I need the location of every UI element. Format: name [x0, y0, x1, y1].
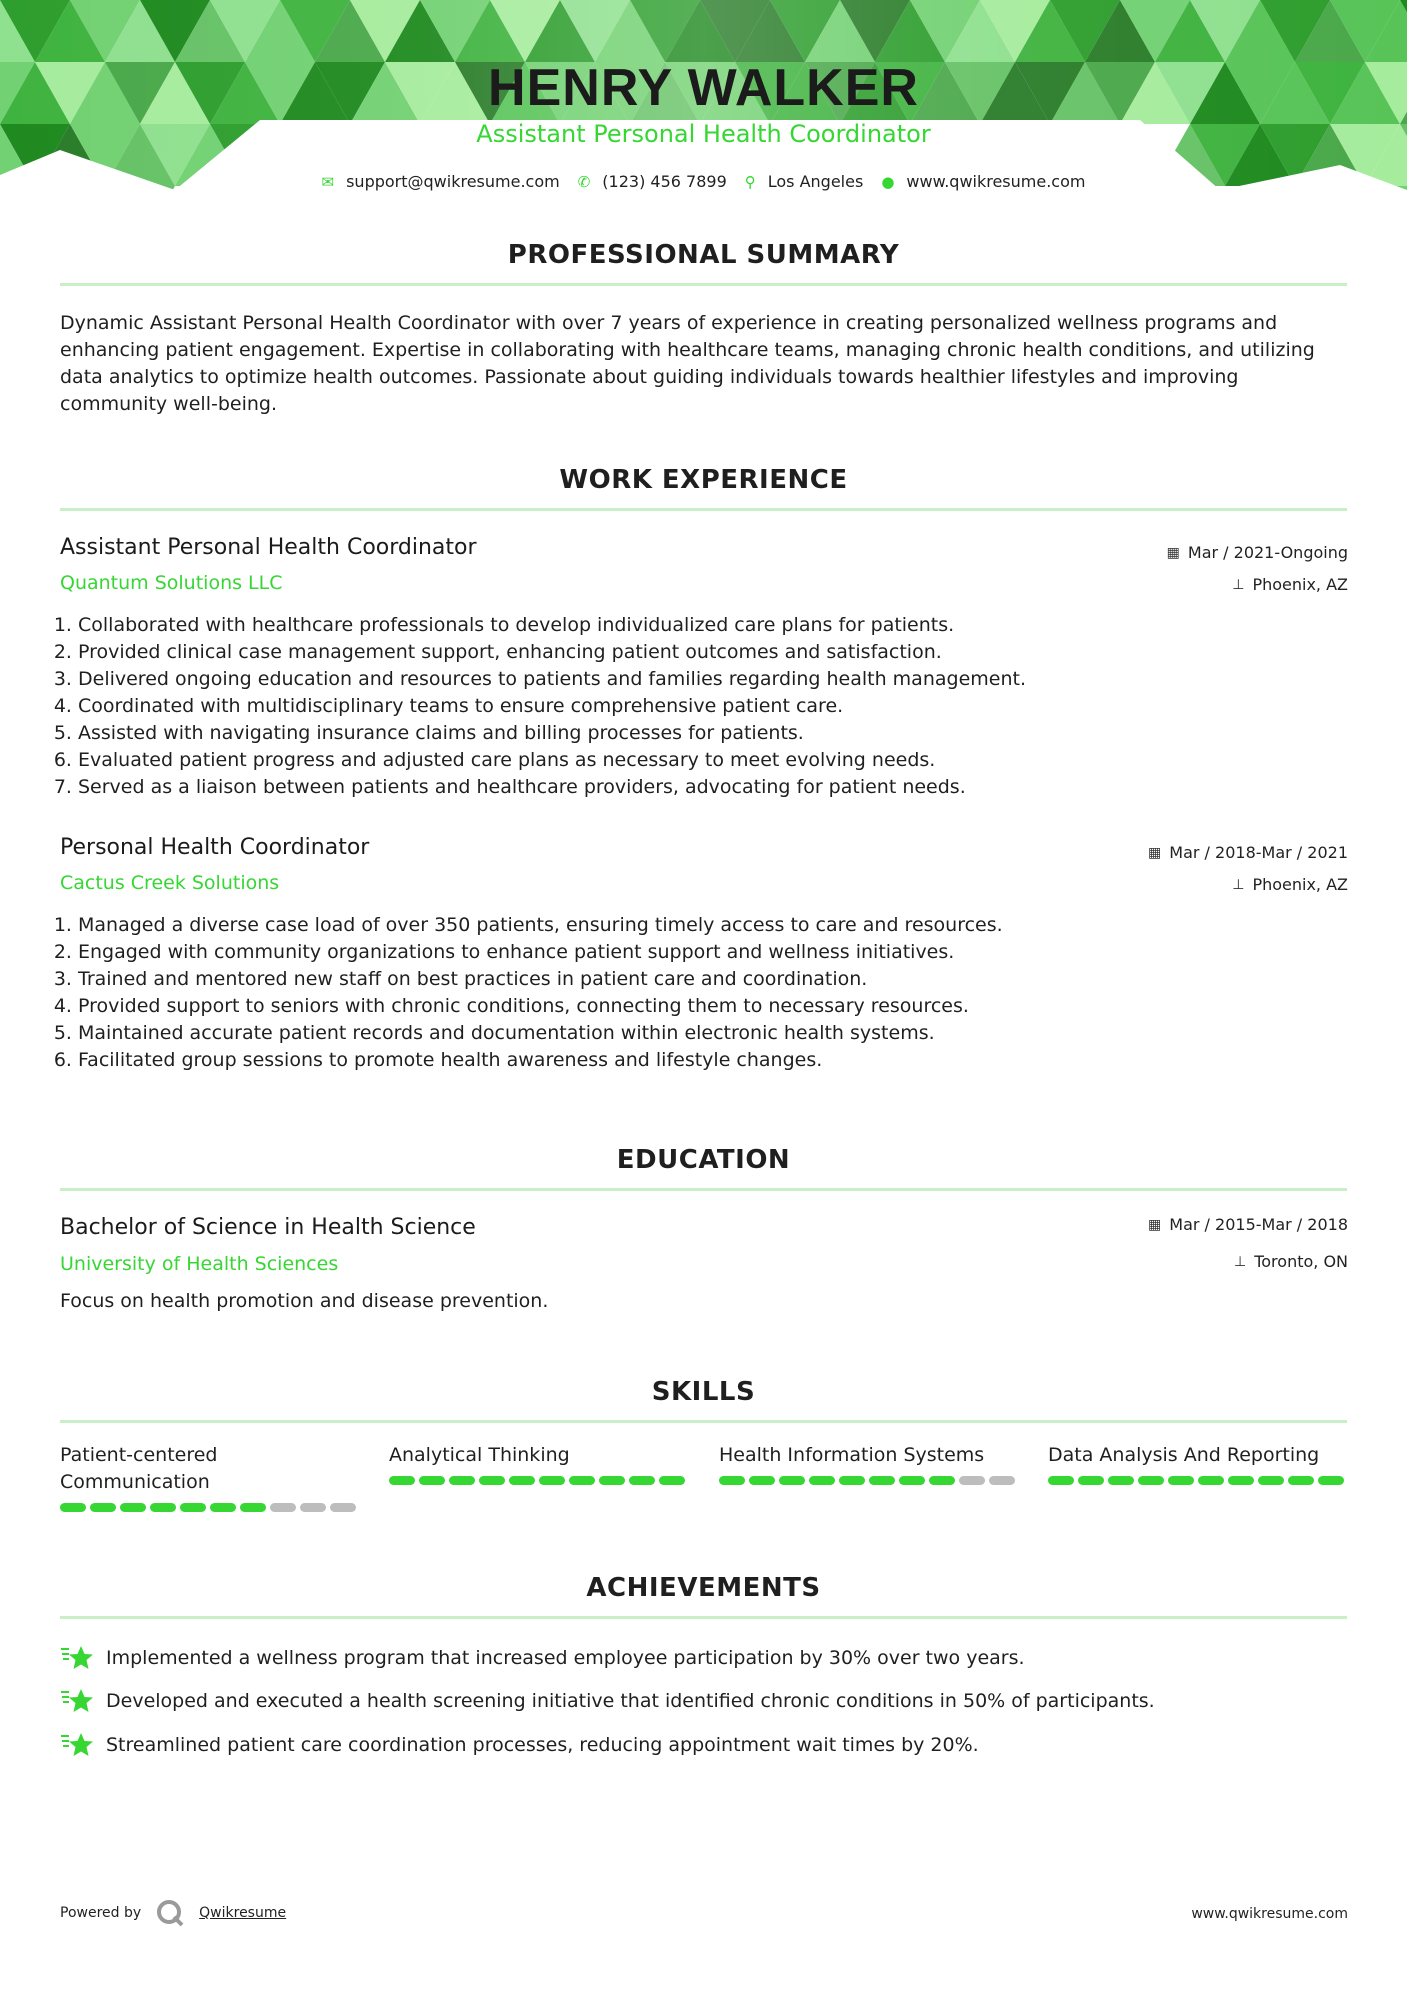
skill-segment	[1318, 1476, 1344, 1485]
contact-location: ⚲ Los Angeles	[744, 172, 864, 191]
skill-segment	[150, 1503, 176, 1512]
skills-divider	[60, 1420, 1347, 1423]
skill-label: Health Information Systems	[719, 1444, 985, 1466]
skill-segment	[809, 1476, 835, 1485]
skill-item	[1048, 1442, 1348, 1485]
achievements-divider	[60, 1616, 1347, 1619]
skill-meter	[1048, 1476, 1348, 1485]
skill-segment	[569, 1476, 595, 1485]
skill-segment	[419, 1476, 445, 1485]
education-divider	[60, 1188, 1347, 1191]
candidate-role: Assistant Personal Health Coordinator	[476, 120, 931, 148]
skills-heading: SKILLS	[651, 1377, 756, 1407]
summary-divider	[60, 283, 1347, 286]
degree-title: Bachelor of Science in Health Science	[60, 1215, 476, 1240]
skill-segment	[120, 1503, 146, 1512]
list-item: 6. Evaluated patient progress and adjusted care plans as necessary to meet evolving needs.	[78, 747, 1026, 774]
skill-segment	[1228, 1476, 1254, 1485]
map-marker-icon: ⚲	[744, 172, 756, 191]
achievement-item: Developed and executed a health screening initiative that identified chronic conditions in 50% of participants.	[60, 1686, 1155, 1716]
list-item: 2. Provided clinical case management support, enhancing patient outcomes and satisfaction.	[78, 639, 1026, 666]
skill-item	[60, 1442, 360, 1512]
skill-meter	[719, 1476, 1019, 1485]
list-item: 4. Provided support to seniors with chronic conditions, connecting them to necessary resources.	[78, 993, 1003, 1020]
list-item: 1. Managed a diverse case load of over 350 patients, ensuring timely access to care and resources.	[78, 912, 1003, 939]
job-date: ▦ Mar / 2018-Mar / 2021	[1148, 843, 1348, 862]
qwikresume-link[interactable]: Qwikresume	[199, 1905, 287, 1921]
achievement-item: Streamlined patient care coordination processes, reducing appointment wait times by 20%.	[60, 1730, 979, 1760]
skill-segment	[389, 1476, 415, 1485]
skill-segment	[839, 1476, 865, 1485]
envelope-icon: ✉	[321, 172, 335, 191]
skill-segment	[719, 1476, 745, 1485]
education-date: ▦ Mar / 2015-Mar / 2018	[1148, 1215, 1348, 1234]
skill-segment	[330, 1503, 356, 1512]
list-item: 5. Maintained accurate patient records and documentation within electronic health systems.	[78, 1020, 1003, 1047]
skill-segment	[1048, 1476, 1074, 1485]
job-company: Quantum Solutions LLC	[60, 572, 283, 594]
footer-url[interactable]: www.qwikresume.com	[1191, 1906, 1348, 1922]
skill-segment	[60, 1503, 86, 1512]
contact-website[interactable]: ● www.qwikresume.com	[881, 172, 1086, 191]
skill-segment	[270, 1503, 296, 1512]
calendar-icon: ▦	[1148, 1216, 1162, 1233]
skill-segment	[1078, 1476, 1104, 1485]
job-date: ▦ Mar / 2021-Ongoing	[1166, 543, 1348, 562]
education-note: Focus on health promotion and disease prevention.	[60, 1290, 549, 1312]
school-name: University of Health Sciences	[60, 1253, 339, 1275]
pin-icon: ⊥	[1232, 576, 1245, 593]
list-item: 7. Served as a liaison between patients and healthcare providers, advocating for patient needs.	[78, 774, 1026, 801]
star-icon	[60, 1730, 94, 1760]
skill-segment	[539, 1476, 565, 1485]
skill-segment	[449, 1476, 475, 1485]
job-company: Cactus Creek Solutions	[60, 872, 280, 894]
skill-meter	[389, 1476, 689, 1485]
skill-segment	[629, 1476, 655, 1485]
skill-segment	[479, 1476, 505, 1485]
skill-segment	[90, 1503, 116, 1512]
skill-segment	[959, 1476, 985, 1485]
skill-segment	[659, 1476, 685, 1485]
summary-text: Dynamic Assistant Personal Health Coordinator with over 7 years of experience in creating personalized wellness programs and enhancing patient engagement. Expertise in collaborating with healthcare teams, managing chronic health conditions, and utilizing data analytics to optimize health outcomes. Passionate about guiding individuals towards healthier lifestyles and improving community well-being.	[60, 312, 1315, 415]
calendar-icon: ▦	[1148, 844, 1162, 861]
contact-bar	[0, 172, 1407, 191]
contact-email[interactable]: ✉ support@qwikresume.com	[321, 172, 560, 191]
achievements-heading: ACHIEVEMENTS	[586, 1573, 821, 1603]
skill-item	[389, 1442, 689, 1485]
achievement-item: Implemented a wellness program that increased employee participation by 30% over two years.	[60, 1643, 1025, 1673]
candidate-name: HENRY WALKER	[488, 59, 919, 117]
skill-segment	[869, 1476, 895, 1485]
education-heading: EDUCATION	[616, 1145, 791, 1175]
skill-segment	[899, 1476, 925, 1485]
experience-heading: WORK EXPERIENCE	[559, 465, 848, 495]
skill-segment	[240, 1503, 266, 1512]
pin-icon: ⊥	[1234, 1253, 1247, 1270]
job-location: ⊥ Phoenix, AZ	[1232, 575, 1348, 594]
skill-segment	[749, 1476, 775, 1485]
skill-segment	[1288, 1476, 1314, 1485]
list-item: 2. Engaged with community organizations to enhance patient support and wellness initiatives.	[78, 939, 1003, 966]
skill-segment	[1108, 1476, 1134, 1485]
list-item: 5. Assisted with navigating insurance claims and billing processes for patients.	[78, 720, 1026, 747]
qwikresume-logo-icon	[155, 1898, 185, 1928]
skill-segment	[1138, 1476, 1164, 1485]
skill-item	[719, 1442, 1019, 1485]
skill-segment	[210, 1503, 236, 1512]
phone-icon: ✆	[577, 172, 591, 191]
skill-segment	[989, 1476, 1015, 1485]
skill-segment	[929, 1476, 955, 1485]
list-item: 6. Facilitated group sessions to promote health awareness and lifestyle changes.	[78, 1047, 1003, 1074]
contact-phone[interactable]: ✆ (123) 456 7899	[577, 172, 727, 191]
star-icon	[60, 1686, 94, 1716]
experience-divider	[60, 508, 1347, 511]
star-icon	[60, 1643, 94, 1673]
pin-icon: ⊥	[1232, 876, 1245, 893]
job-title: Assistant Personal Health Coordinator	[60, 535, 477, 560]
list-item: 3. Delivered ongoing education and resources to patients and families regarding health management.	[78, 666, 1026, 693]
footer-powered-by: Powered by Qwikresume	[60, 1898, 286, 1928]
job-title: Personal Health Coordinator	[60, 835, 370, 860]
skill-segment	[1198, 1476, 1224, 1485]
skill-segment	[180, 1503, 206, 1512]
skill-segment	[1258, 1476, 1284, 1485]
education-location: ⊥ Toronto, ON	[1234, 1252, 1348, 1271]
skill-segment	[300, 1503, 326, 1512]
skill-label: Patient-centered Communication	[60, 1444, 218, 1493]
job-bullets	[52, 612, 1026, 801]
list-item: 3. Trained and mentored new staff on best practices in patient care and coordination.	[78, 966, 1003, 993]
calendar-icon: ▦	[1166, 544, 1180, 561]
skill-segment	[509, 1476, 535, 1485]
skill-segment	[779, 1476, 805, 1485]
list-item: 4. Coordinated with multidisciplinary teams to ensure comprehensive patient care.	[78, 693, 1026, 720]
skill-label: Analytical Thinking	[389, 1444, 570, 1466]
globe-icon: ●	[881, 172, 895, 191]
skill-meter	[60, 1503, 360, 1512]
skill-label: Data Analysis And Reporting	[1048, 1444, 1320, 1466]
job-bullets	[52, 912, 1003, 1074]
list-item: 1. Collaborated with healthcare professionals to develop individualized care plans for patients.	[78, 612, 1026, 639]
summary-heading: PROFESSIONAL SUMMARY	[507, 240, 900, 270]
job-location: ⊥ Phoenix, AZ	[1232, 875, 1348, 894]
skill-segment	[1168, 1476, 1194, 1485]
skill-segment	[599, 1476, 625, 1485]
